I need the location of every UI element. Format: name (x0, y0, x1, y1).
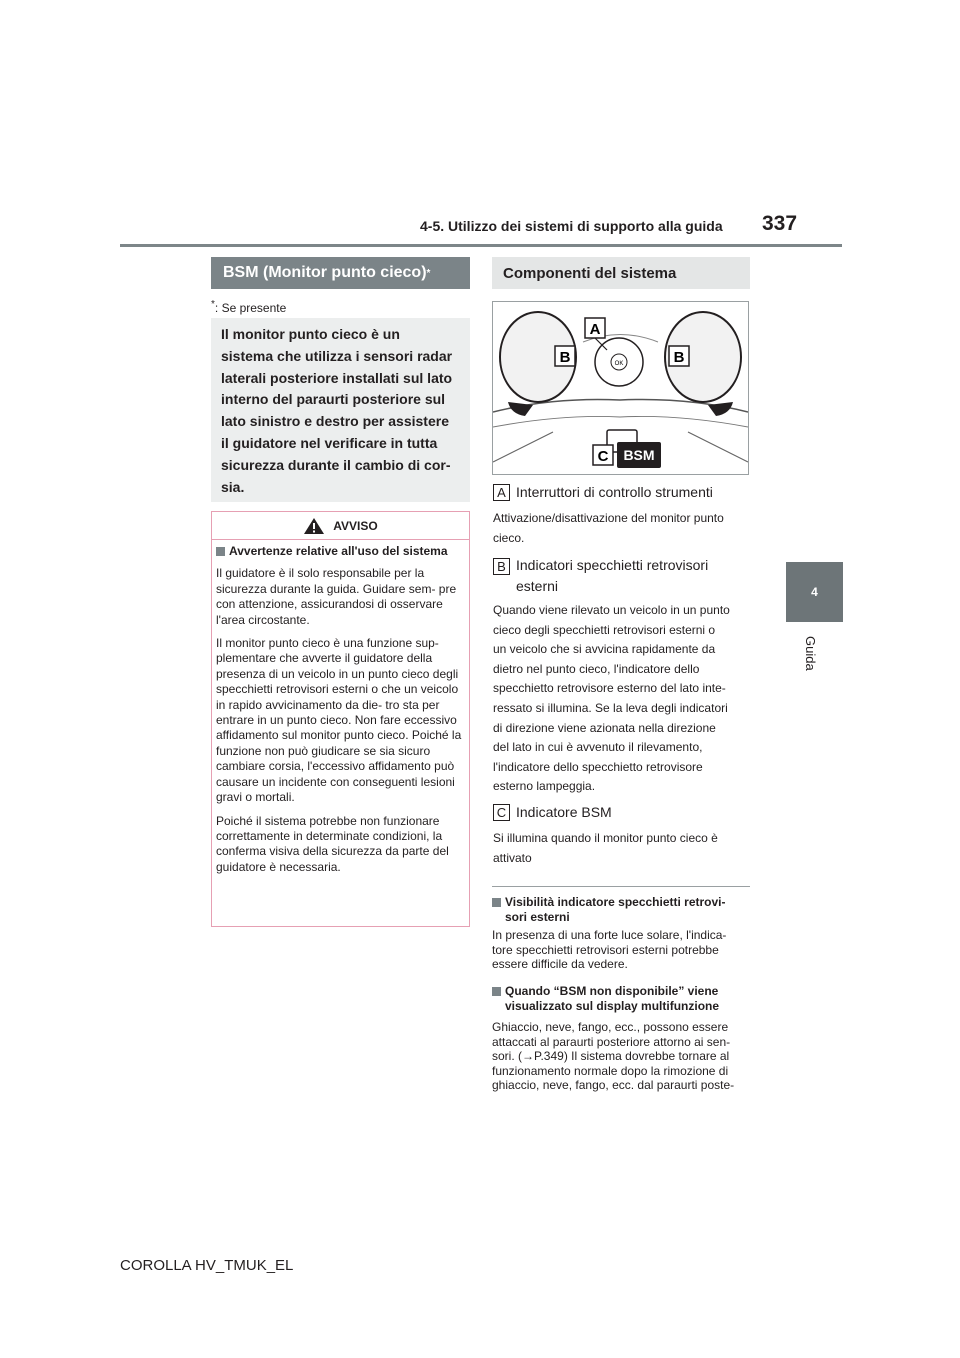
note-line: In presenza di una forte luce solare, l'indica- (492, 928, 727, 942)
note-title-line: Visibilità indicatore specchietti retrovi- (505, 895, 726, 909)
page-number: 337 (762, 212, 798, 235)
header-rule (120, 244, 842, 247)
component-item-c (493, 804, 612, 821)
desc-line: dietro nel punto cieco, l'indicatore dello (493, 661, 700, 676)
item-title: Interruttori di controllo strumenti (516, 484, 713, 500)
desc-line: di direzione viene azionata nella direzione (493, 720, 716, 735)
note-title-line: visualizzato sul display multifunzione (505, 998, 720, 1013)
item-c-description (493, 829, 755, 868)
bsm-indicator-label: BSM (623, 447, 655, 463)
ok-label: OK (614, 361, 624, 367)
warning-box (211, 511, 470, 927)
item-letter: C (493, 804, 510, 821)
component-item-a (493, 484, 713, 501)
warning-subheading (216, 544, 465, 559)
desc-line: Attivazione/disattivazione del monitor punto (493, 511, 724, 525)
label-c: C (597, 448, 609, 465)
item-letter: A (493, 484, 510, 501)
intro-line: interno del paraurti posteriore sul (221, 391, 446, 408)
intro-line: Il monitor punto cieco è un (221, 326, 400, 342)
warning-paragraph: Il monitor punto cieco è una funzione sup- plementare che avverte il guidatore della presenza di un veicolo in un punto cieco degli specchietti retrovisori esterni o che un veicolo in rapido avvicinamento da die- tro sta per entrare in un punto cieco. Non fare eccessivo affidamento sul monitor punto cieco. Poiché la funzione non può giudicare se sia sicuro cambiare corsia, l'eccessivo affidamento può causare un incidente con conseguenti lesioni gravi o mortali. (216, 636, 462, 805)
note-line: attaccati al paraurti posteriore attorno ai sen- (492, 1034, 731, 1049)
warning-body (212, 540, 469, 875)
desc-line: cieco. (493, 530, 525, 545)
square-bullet-icon (492, 987, 501, 996)
footnote-mark: * (211, 299, 215, 310)
chapter-tab-number: 4 (811, 585, 818, 599)
note-title (492, 895, 750, 924)
desc-line: cieco degli specchietti retrovisori esterni o (493, 622, 716, 637)
note-line: Ghiaccio, neve, fango, ecc., possono essere (492, 1020, 729, 1034)
intro-line: laterali posteriore installati sul lato (221, 369, 453, 386)
square-bullet-icon (492, 898, 501, 907)
footnote-text: : Se presente (214, 301, 287, 315)
intro-line: sistema che utilizza i sensori radar (221, 347, 453, 364)
item-title: Indicatore BSM (516, 804, 612, 820)
desc-line: attivato (493, 850, 532, 865)
notes-divider (492, 886, 750, 887)
note-line: ghiaccio, neve, fango, ecc. dal paraurti poste- (492, 1078, 735, 1093)
desc-line: specchietto retrovisore esterno del lato inte- (493, 681, 726, 696)
desc-line: l'indicatore dello specchietto retrovisore (493, 759, 703, 774)
dashboard-drawing (493, 302, 748, 474)
warning-subheading-text: Avvertenze relative all'uso del sistema (229, 544, 448, 558)
warning-paragraph: Poiché il sistema potrebbe non funzionare correttamente in determinate condizioni, la conferma visiva della sicurezza da parte del guidatore è necessaria. (216, 813, 449, 874)
item-title: Indicatori specchietti retrovisori (516, 557, 709, 573)
desc-line: Si illumina quando il monitor punto cieco è (493, 831, 718, 845)
bsm-heading (211, 257, 470, 289)
label-b-right: B (673, 349, 685, 366)
desc-line: esterno lampeggia. (493, 779, 596, 794)
intro-line: sicurezza durante il cambio di cor- (221, 456, 451, 473)
section-title: 4-5. Utilizzo dei sistemi di supporto alla guida (420, 218, 723, 234)
desc-line: Quando viene rilevato un veicolo in un punto (493, 603, 730, 617)
warning-title: AVVISO (333, 518, 378, 533)
item-a-description (493, 509, 755, 548)
item-b-description (493, 601, 755, 797)
warning-triangle-icon (303, 517, 325, 535)
warning-paragraph: Il guidatore è il solo responsabile per la sicurezza durante la guida. Guidare sem- pre con attenzione, assicurandosi di osservare l'area circostante. (216, 566, 457, 627)
note-line: sori. (→P.349) Il sistema dovrebbe tornare al (492, 1049, 730, 1064)
components-heading: Componenti del sistema (492, 257, 750, 289)
desc-line: del lato in cui è avvenuto il rilevamento, (493, 740, 703, 755)
note-title-line: Quando “BSM non disponibile” viene (505, 984, 719, 998)
desc-line: un veicolo che si avvicina rapidamente da (493, 642, 716, 657)
footer-model: COROLLA HV_TMUK_EL (120, 1257, 294, 1274)
desc-line: ressato si illumina. Se la leva degli indicatori (493, 700, 728, 715)
intro-line: il guidatore nel verificare in tutta (221, 434, 438, 451)
intro-box (211, 318, 470, 502)
note-body (492, 1020, 754, 1093)
note-line: tore specchietti retrovisori esterni potrebbe (492, 942, 719, 957)
note-line: essere difficile da vedere. (492, 957, 628, 972)
intro-line: sia. (221, 478, 245, 495)
note-line: funzionamento normale dopo la rimozione di (492, 1063, 729, 1078)
note-title-line: sori esterni (505, 909, 570, 924)
component-item-b (493, 555, 708, 597)
bsm-heading-text: BSM (Monitor punto cieco) (223, 264, 427, 281)
label-a: A (589, 321, 601, 338)
chapter-tab[interactable] (786, 562, 843, 622)
chapter-tab-label: Guida (803, 636, 818, 671)
note-body (492, 928, 754, 972)
bsm-heading-mark: * (426, 267, 431, 279)
square-bullet-icon (216, 547, 225, 556)
item-title: esterni (516, 578, 559, 594)
label-b-left: B (559, 349, 571, 366)
warning-header (212, 512, 469, 540)
footnote (211, 299, 286, 315)
note-title (492, 984, 750, 1013)
dashboard-illustration (492, 301, 749, 475)
intro-line: lato sinistro e destro per assistere (221, 413, 449, 430)
item-letter: B (493, 558, 510, 575)
